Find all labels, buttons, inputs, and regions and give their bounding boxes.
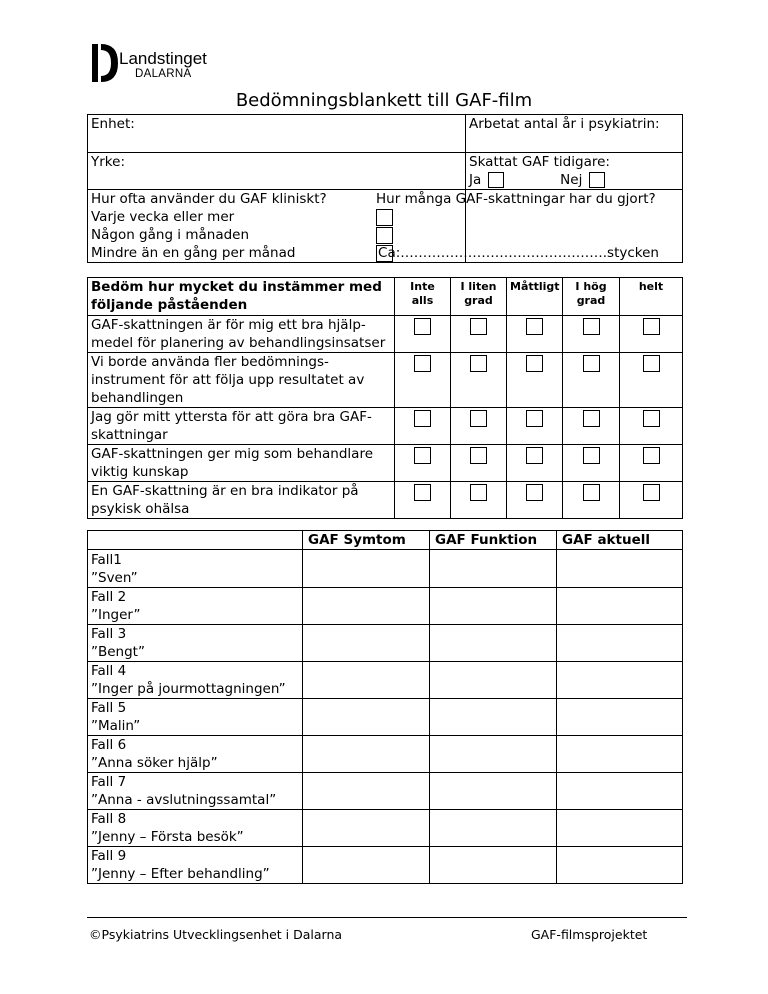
case-name: ”Malin” <box>91 718 141 734</box>
rating-checkbox[interactable] <box>643 318 660 335</box>
case-row <box>88 773 683 810</box>
case-name: ”Anna söker hjälp” <box>91 755 218 771</box>
rating-checkbox[interactable] <box>414 410 431 427</box>
count-question: Hur många GAF-skattningar har du gjort? <box>376 191 656 207</box>
case-name: ”Inger” <box>91 607 141 623</box>
case-number: Fall 6 <box>91 737 127 753</box>
rating-checkbox[interactable] <box>526 447 543 464</box>
score-cell[interactable] <box>557 588 683 625</box>
rating-checkbox[interactable] <box>526 355 543 372</box>
ja-checkbox[interactable] <box>488 172 504 188</box>
case-number: Fall1 <box>91 552 122 568</box>
scale-label: I liten grad <box>451 278 507 316</box>
enhet-field[interactable] <box>88 115 466 153</box>
frequency-checkbox[interactable] <box>376 209 393 226</box>
rating-checkbox[interactable] <box>583 410 600 427</box>
score-cell[interactable] <box>303 662 430 699</box>
nej-checkbox[interactable] <box>589 172 605 188</box>
frequency-option: Någon gång i månaden <box>91 227 250 243</box>
score-cell[interactable] <box>430 662 557 699</box>
case-row <box>88 736 683 773</box>
frequency-checkbox[interactable] <box>376 227 393 244</box>
case-name: ”Bengt” <box>91 644 145 660</box>
ja-label: Ja <box>469 172 482 188</box>
case-row <box>88 662 683 699</box>
rating-checkbox[interactable] <box>526 484 543 501</box>
landstinget-logo-icon <box>90 42 120 84</box>
yrke-field[interactable] <box>88 153 466 190</box>
footer-project: GAF-filmsprojektet <box>531 927 648 942</box>
footer-divider <box>87 917 687 918</box>
rating-checkbox[interactable] <box>470 484 487 501</box>
count-cell <box>376 190 683 263</box>
page-title: Bedömningsblankett till GAF-film <box>235 90 533 111</box>
agreement-heading: Bedöm hur mycket du instämmer med följande påståenden <box>88 278 395 316</box>
scale-label: I hög grad <box>563 278 620 316</box>
score-cell[interactable] <box>430 699 557 736</box>
score-cell[interactable] <box>303 550 430 588</box>
case-number: Fall 3 <box>91 626 127 642</box>
case-name: ”Jenny – Efter behandling” <box>91 866 270 882</box>
score-cell[interactable] <box>303 699 430 736</box>
score-cell[interactable] <box>430 625 557 662</box>
score-cell[interactable] <box>430 847 557 884</box>
case-number: Fall 9 <box>91 848 127 864</box>
case-name: ”Sven” <box>91 570 138 586</box>
rating-checkbox[interactable] <box>470 318 487 335</box>
score-cell[interactable] <box>303 736 430 773</box>
frequency-option: Varje vecka eller mer <box>91 209 235 225</box>
case-name: ”Inger på jourmottagningen” <box>91 681 286 697</box>
scale-label: Måttligt <box>507 278 563 316</box>
agreement-table <box>87 277 683 519</box>
score-cell[interactable] <box>557 847 683 884</box>
scale-label: Inte alls <box>395 278 451 316</box>
rating-checkbox[interactable] <box>583 447 600 464</box>
rating-checkbox[interactable] <box>583 484 600 501</box>
case-row <box>88 625 683 662</box>
score-cell[interactable] <box>557 662 683 699</box>
rating-checkbox[interactable] <box>643 484 660 501</box>
case-row <box>88 699 683 736</box>
case-row <box>88 550 683 588</box>
skattat-field <box>466 153 683 190</box>
respondent-info-table <box>87 114 683 263</box>
statement: Vi borde använda fler bedömnings-instrument för att följa upp resultatet av behandlingen <box>88 353 395 408</box>
enhet-label: Enhet: <box>91 116 135 132</box>
rating-checkbox[interactable] <box>643 410 660 427</box>
score-cell[interactable] <box>303 625 430 662</box>
score-cell[interactable] <box>303 810 430 847</box>
score-cell[interactable] <box>557 550 683 588</box>
rating-checkbox[interactable] <box>643 355 660 372</box>
statement: En GAF-skattning är en bra indikator på psykisk ohälsa <box>88 482 395 519</box>
rating-checkbox[interactable] <box>414 484 431 501</box>
score-cell[interactable] <box>557 810 683 847</box>
cases-corner <box>88 531 303 550</box>
score-cell[interactable] <box>303 588 430 625</box>
column-header: GAF Symtom <box>303 531 430 550</box>
frequency-cell <box>88 190 376 263</box>
logo-region: DALARNA <box>135 68 192 80</box>
cases-table <box>87 530 683 884</box>
case-row <box>88 588 683 625</box>
arbetat-label: Arbetat antal år i psykiatrin: <box>469 116 660 132</box>
rating-checkbox[interactable] <box>470 410 487 427</box>
score-cell[interactable] <box>557 736 683 773</box>
skattat-label: Skattat GAF tidigare: <box>469 154 610 170</box>
score-cell[interactable] <box>430 773 557 810</box>
statement: GAF-skattningen är för mig ett bra hjälp-medel för planering av behandlingsinsatser <box>88 316 395 353</box>
frequency-option: Mindre än en gång per månad <box>91 245 296 261</box>
rating-checkbox[interactable] <box>470 355 487 372</box>
score-cell[interactable] <box>557 699 683 736</box>
case-number: Fall 5 <box>91 700 127 716</box>
count-answer-field[interactable]: Ca:……………………………………….stycken <box>378 245 659 261</box>
nej-label: Nej <box>560 172 583 188</box>
rating-checkbox[interactable] <box>583 318 600 335</box>
score-cell[interactable] <box>430 810 557 847</box>
yrke-label: Yrke: <box>91 154 125 170</box>
case-row <box>88 810 683 847</box>
score-cell[interactable] <box>430 588 557 625</box>
case-number: Fall 8 <box>91 811 127 827</box>
rating-checkbox[interactable] <box>526 410 543 427</box>
column-header: GAF Funktion <box>430 531 557 550</box>
logo-name: Landstinget <box>119 49 207 68</box>
rating-checkbox[interactable] <box>414 355 431 372</box>
footer-copyright: ©Psykiatrins Utvecklingsenhet i Dalarna <box>89 927 343 942</box>
scale-label: helt <box>620 278 683 316</box>
frequency-question: Hur ofta använder du GAF kliniskt? <box>91 191 327 207</box>
case-name: ”Jenny – Första besök” <box>91 829 244 845</box>
rating-checkbox[interactable] <box>643 447 660 464</box>
column-header: GAF aktuell <box>557 531 683 550</box>
score-cell[interactable] <box>557 625 683 662</box>
arbetat-field[interactable] <box>466 115 683 153</box>
case-row <box>88 847 683 884</box>
case-name: ”Anna - avslutningssamtal” <box>91 792 277 808</box>
score-cell[interactable] <box>557 773 683 810</box>
rating-checkbox[interactable] <box>414 447 431 464</box>
statement: Jag gör mitt yttersta för att göra bra GAF-skattningar <box>88 408 395 445</box>
case-number: Fall 7 <box>91 774 127 790</box>
rating-checkbox[interactable] <box>526 318 543 335</box>
statement: GAF-skattningen ger mig som behandlare viktig kunskap <box>88 445 395 482</box>
score-cell[interactable] <box>303 847 430 884</box>
case-number: Fall 2 <box>91 589 127 605</box>
score-cell[interactable] <box>303 773 430 810</box>
rating-checkbox[interactable] <box>414 318 431 335</box>
score-cell[interactable] <box>430 550 557 588</box>
score-cell[interactable] <box>430 736 557 773</box>
case-number: Fall 4 <box>91 663 127 679</box>
rating-checkbox[interactable] <box>470 447 487 464</box>
rating-checkbox[interactable] <box>583 355 600 372</box>
